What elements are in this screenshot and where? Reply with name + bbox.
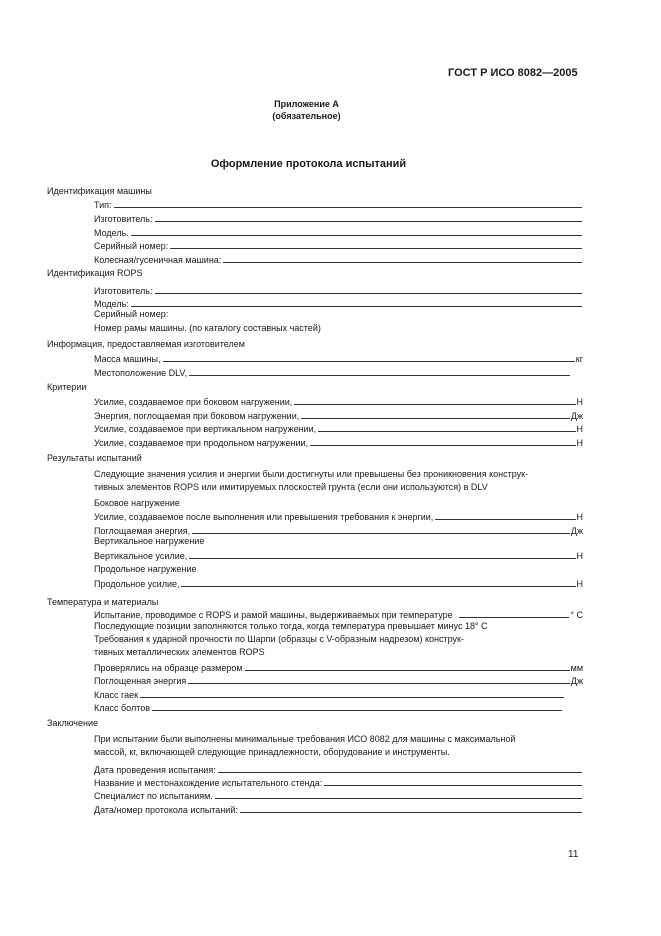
field-wheel-track[interactable]: Колесная/гусеничная машина: — [94, 253, 583, 265]
section-conclusion: Заключение — [47, 718, 98, 728]
field-rops-manufacturer[interactable]: Изготовитель: — [94, 284, 583, 296]
section-temperature: Температура и материалы — [47, 597, 159, 607]
conclusion-line-2: массой, кг, включающей следующие принадлежности, оборудование и инструменты. — [94, 747, 450, 757]
field-test-temperature[interactable]: Испытание, проводимое с ROPS и рамой машины, выдерживаемых при температуре ° С — [94, 610, 583, 620]
field-nut-class[interactable]: Класс гаек — [94, 688, 565, 700]
temperature-note-line-1: Последующие позиции заполняются только тогда, когда температура превышает минус 18° С — [94, 621, 488, 631]
field-test-date[interactable]: Дата проведения испытания: — [94, 763, 583, 775]
field-test-stand[interactable]: Название и местонахождение испытательного стенда: — [94, 776, 583, 788]
section-rops-id: Идентификация ROPS — [47, 268, 143, 278]
field-criteria-longitudinal-force[interactable]: Усилие, создаваемое при продольном нагружении, Н — [94, 438, 583, 448]
field-bolt-class[interactable]: Класс болтов — [94, 701, 563, 713]
vertical-loading-heading: Вертикальное нагружение — [94, 536, 205, 546]
document-title: Оформление протокола испытаний — [210, 158, 407, 170]
field-results-longitudinal-force[interactable]: Продольное усилие, Н — [94, 579, 583, 589]
field-tester[interactable]: Специалист по испытаниям. — [94, 789, 583, 801]
field-charpy-absorbed-energy[interactable]: Поглощенная энергия Дж — [94, 676, 583, 686]
appendix-subtitle: (обязательное) — [272, 111, 341, 121]
field-specimen-size[interactable]: Проверялись на образце размером мм — [94, 663, 583, 673]
conclusion-line-1: При испытании были выполнены минимальные требования ИСО 8082 для машины с максимальной — [94, 734, 516, 744]
results-intro-line-2: тивных элементов ROPS или имитируемых плоскостей грунта (если они используются) в DLV — [94, 482, 488, 492]
temperature-note-line-3: тивных металлических элементов ROPS — [94, 647, 265, 657]
field-results-lateral-force[interactable]: Усилие, создаваемое после выполнения или превышения требования к энергии, Н — [94, 512, 583, 522]
field-results-absorbed-energy[interactable]: Поглощаемая энергия, Дж — [94, 526, 583, 536]
field-results-vertical-force[interactable]: Вертикальное усилие, Н — [94, 551, 583, 561]
field-criteria-vertical-force[interactable]: Усилие, создаваемое при вертикальном нагружении, Н — [94, 424, 583, 434]
lateral-loading-heading: Боковое нагружение — [94, 498, 180, 508]
field-machine-type[interactable]: Тип: — [94, 198, 583, 210]
field-criteria-lateral-force[interactable]: Усилие, создаваемое при боковом нагружении, Н — [94, 397, 583, 407]
field-dlv-location[interactable]: Местоположение DLV, — [94, 366, 571, 378]
section-results: Результаты испытаний — [47, 453, 142, 463]
field-report-date-number[interactable]: Дата/номер протокола испытаний: — [94, 803, 583, 815]
field-machine-serial[interactable]: Серийный номер: — [94, 239, 583, 251]
section-manufacturer-info: Информация, предоставляемая изготовителем — [47, 339, 245, 349]
section-machine-id: Идентификация машины — [47, 186, 152, 196]
field-rops-model[interactable]: Модель: — [94, 297, 583, 309]
results-intro-line-1: Следующие значения усилия и энергии были достигнуты или превышены без проникновения конструк- — [94, 469, 529, 479]
section-criteria: Критерии — [47, 382, 87, 392]
field-frame-number: Номер рамы машины. (по каталогу составных частей) — [94, 323, 321, 333]
page-number: 11 — [568, 849, 579, 860]
temperature-note-line-2: Требования к ударной прочности по Шарпи (образцы с V-образным надрезом) конструк- — [94, 634, 464, 644]
appendix-title: Приложение А — [274, 99, 339, 109]
field-rops-serial: Серийный номер: — [94, 309, 169, 319]
field-machine-mass[interactable]: Масса машины, кг — [94, 354, 583, 364]
field-criteria-lateral-energy[interactable]: Энергия, поглощаемая при боковом нагружении, Дж — [94, 411, 583, 421]
field-machine-model[interactable]: Модель. — [94, 226, 583, 238]
longitudinal-loading-heading: Продольное нагружение — [94, 564, 197, 574]
standard-header: ГОСТ Р ИСО 8082—2005 — [448, 67, 578, 79]
field-machine-manufacturer[interactable]: Изготовитель: — [94, 212, 583, 224]
